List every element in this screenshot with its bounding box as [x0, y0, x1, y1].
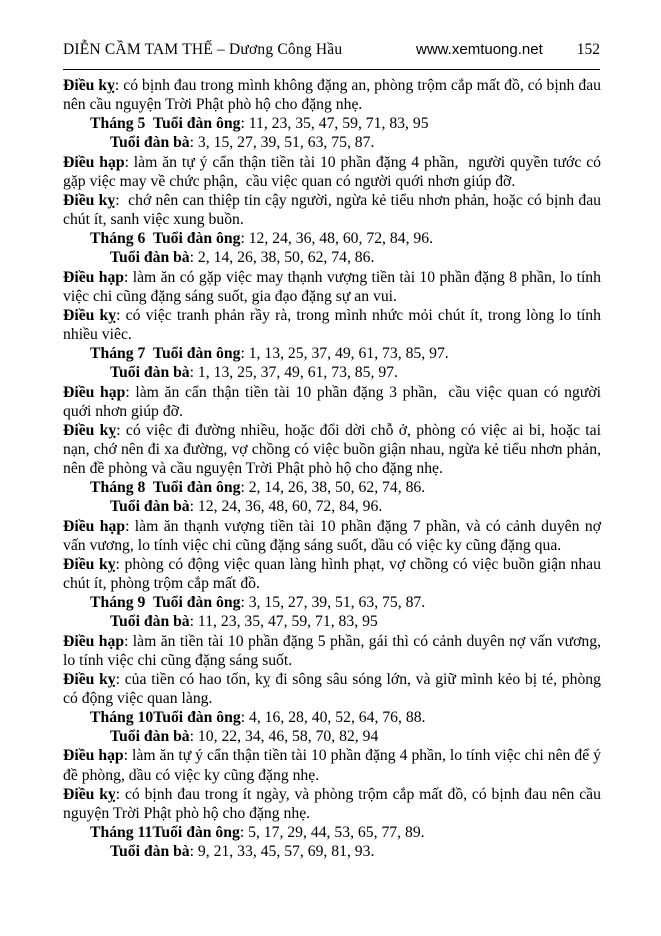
paragraph-label: Tuổi đàn bà — [110, 613, 190, 631]
paragraph-text: : làm ăn tiền tài 10 phần đặng 5 phần, gái thì có cảnh duyên nợ vấn vương, lo tính việc chi cũng đặng sáng suốt. — [63, 632, 601, 669]
page-body — [63, 76, 601, 861]
paragraph-text: : chớ nên can thiệp tin cậy người, ngừa kẻ tiểu nhơn phản, hoặc có bịnh đau chút ít, sanh việc xung buồn. — [63, 191, 602, 229]
paragraph-label: Tuổi đàn bà — [110, 134, 190, 152]
paragraph — [63, 133, 601, 152]
paragraph-label: Điều kỵ — [63, 306, 117, 324]
paragraph — [63, 114, 601, 133]
paragraph-label: Điều hạp — [63, 517, 126, 535]
paragraph — [63, 746, 601, 784]
paragraph — [63, 76, 601, 114]
paragraph — [63, 842, 601, 861]
paragraph-label: Tuổi đàn bà — [110, 364, 190, 382]
header-right-group — [416, 41, 600, 59]
paragraph-label: Tháng 6 Tuổi đàn ông — [90, 230, 241, 248]
page-header — [63, 41, 600, 59]
paragraph-text: : của tiền có hao tốn, kỵ đi sông sâu sóng lớn, và giữ mình kẻo bị té, phòng có động việc quan làng. — [63, 670, 601, 707]
paragraph-text: : 5, 17, 29, 44, 53, 65, 77, 89. — [239, 824, 425, 842]
book-title: DIỄN CẦM TAM THẾ – Dương Công Hầu — [63, 41, 343, 58]
paragraph-label: Điều kỵ — [63, 555, 116, 573]
paragraph-text: : 2, 14, 26, 38, 50, 62, 74, 86. — [189, 249, 375, 267]
paragraph — [63, 517, 601, 555]
paragraph-text: : 3, 15, 27, 39, 51, 63, 75, 87. — [240, 594, 426, 612]
paragraph-text: : làm ăn tự ý cẩn thận tiền tài 10 phần đặng 4 phần, người quyền tước có gặp việc may về chức phận, cầu việc quan có người quới nhơn giúp đỡ. — [63, 153, 601, 190]
paragraph — [63, 268, 601, 306]
paragraph-text: : có việc tranh phản rầy rà, trong mình nhức mỏi chút ít, trong lòng lo tính nhiều viêc. — [63, 306, 601, 344]
paragraph-label: Tuổi đàn bà — [110, 498, 190, 516]
paragraph — [63, 632, 601, 670]
paragraph-text: : 1, 13, 25, 37, 49, 61, 73, 85, 97. — [240, 345, 449, 363]
paragraph-label: Tuổi đàn bà — [110, 728, 190, 746]
paragraph-label: Điều hạp — [63, 268, 125, 286]
paragraph-text: : làm ăn có gặp việc may thạnh vượng tiền tài 10 phần đặng 8 phần, lo tính việc chi cũng đặng sáng suốt, gia đạo đặng sự an vui. — [63, 268, 601, 305]
paragraph — [63, 363, 601, 382]
paragraph-label: Điều hạp — [63, 153, 125, 171]
paragraph — [63, 344, 601, 363]
paragraph-label: Tháng 9 Tuổi đàn ông — [90, 594, 241, 612]
website-url: www.xemtuong.net — [416, 41, 543, 58]
paragraph-text: : 4, 16, 28, 40, 52, 64, 76, 88. — [240, 709, 426, 727]
paragraph-label: Điều kỵ — [63, 77, 115, 94]
paragraph — [63, 383, 601, 421]
page-number: 152 — [576, 41, 600, 58]
paragraph — [63, 229, 601, 248]
paragraph-label: Tuổi đàn bà — [110, 249, 190, 267]
paragraph-label: Điều hạp — [63, 747, 124, 765]
paragraph — [63, 306, 601, 344]
paragraph-text: : làm ăn thạnh vượng tiền tài 10 phần đặng 7 phần, và có cảnh duyên nợ vấn vương, lo tính việc chi cũng đặng sáng suốt, dầu có việc ky cũng đặng qua. — [63, 517, 601, 554]
paragraph — [63, 670, 601, 708]
paragraph — [63, 153, 601, 191]
paragraph-label: Điều kỵ — [63, 785, 116, 803]
paragraph-text: : 1, 13, 25, 37, 49, 61, 73, 85, 97. — [189, 364, 398, 382]
paragraph-text: : làm ăn tự ý cẩn thận tiền tài 10 phần đặng 4 phần, lo tính việc chi nên để ý đề phòng, dầu có việc ky cũng đặng nhẹ. — [63, 747, 602, 784]
paragraph — [63, 478, 601, 497]
paragraph — [63, 612, 601, 631]
paragraph — [63, 727, 601, 746]
paragraph — [63, 785, 601, 823]
paragraph — [63, 823, 601, 842]
paragraph-label: Tháng 10Tuổi đàn ông — [90, 709, 241, 727]
paragraph-text: : làm ăn cẩn thận tiền tài 10 phần đặng 3 phần, cầu việc quan có người quới nhơn giúp đỡ. — [63, 383, 601, 420]
paragraph-text: : 12, 24, 36, 48, 60, 72, 84, 96. — [189, 498, 383, 516]
paragraph-label: Điều hạp — [63, 632, 125, 650]
paragraph-label: Tuổi đàn bà — [110, 843, 190, 861]
paragraph-text: : có việc đi đường nhiều, hoặc đổi dời chỗ ở, phòng có việc ai bi, hoặc tai nạn, chớ nên đi xa đường, vợ chồng có việc buồn giận nhau, ngừa kẻ tiểu nhơn phản, nên đề phòng và cầu nguyện Trời Phật phò hộ cho đặng nhẹ. — [63, 421, 601, 478]
paragraph — [63, 593, 601, 612]
paragraph-text: : 12, 24, 36, 48, 60, 72, 84, 96. — [240, 230, 434, 248]
paragraph-text: : 9, 21, 33, 45, 57, 69, 81, 93. — [189, 843, 375, 861]
paragraph-label: Điều kỵ — [63, 421, 117, 439]
paragraph — [63, 248, 601, 267]
paragraph-label: Điều kỵ — [63, 191, 116, 209]
paragraph — [63, 708, 601, 727]
paragraph-label: Điều kỵ — [63, 670, 116, 688]
paragraph-text: : 11, 23, 35, 47, 59, 71, 83, 95 — [189, 613, 378, 631]
paragraph — [63, 555, 601, 593]
paragraph-text: : phòng có động việc quan làng hình phạt, vợ chồng có việc buồn giận nhau chút ít, phòng trộm cắp mất đồ. — [63, 555, 601, 593]
paragraph — [63, 421, 601, 478]
paragraph-label: Tháng 11Tuổi đàn ông — [90, 824, 240, 842]
paragraph-text: : có bịnh đau trong mình không đặng an, phòng trộm cắp mất đồ, có bịnh đau nên cầu nguyện Trời Phật phò hộ cho đặng nhẹ. — [63, 77, 601, 114]
paragraph-text: : 10, 22, 34, 46, 58, 70, 82, 94 — [189, 728, 379, 746]
paragraph-text: : 11, 23, 35, 47, 59, 71, 83, 95 — [240, 115, 429, 133]
paragraph — [63, 191, 601, 229]
paragraph-text: : 3, 15, 27, 39, 51, 63, 75, 87. — [189, 134, 375, 152]
paragraph-text: : có bịnh đau trong ít ngày, và phòng trộm cắp mất đồ, có bịnh đau nên cầu nguyện Trời Phật phò hộ cho đặng nhẹ. — [63, 785, 601, 822]
paragraph-text: : 2, 14, 26, 38, 50, 62, 74, 86. — [240, 479, 426, 497]
paragraph-label: Tháng 8 Tuổi đàn ông — [90, 479, 241, 497]
paragraph — [63, 497, 601, 516]
paragraph-label: Tháng 7 Tuổi đàn ông — [90, 345, 241, 363]
header-divider — [63, 69, 600, 70]
paragraph-label: Tháng 5 Tuổi đàn ông — [90, 115, 241, 133]
paragraph-label: Điều hạp — [63, 383, 126, 401]
